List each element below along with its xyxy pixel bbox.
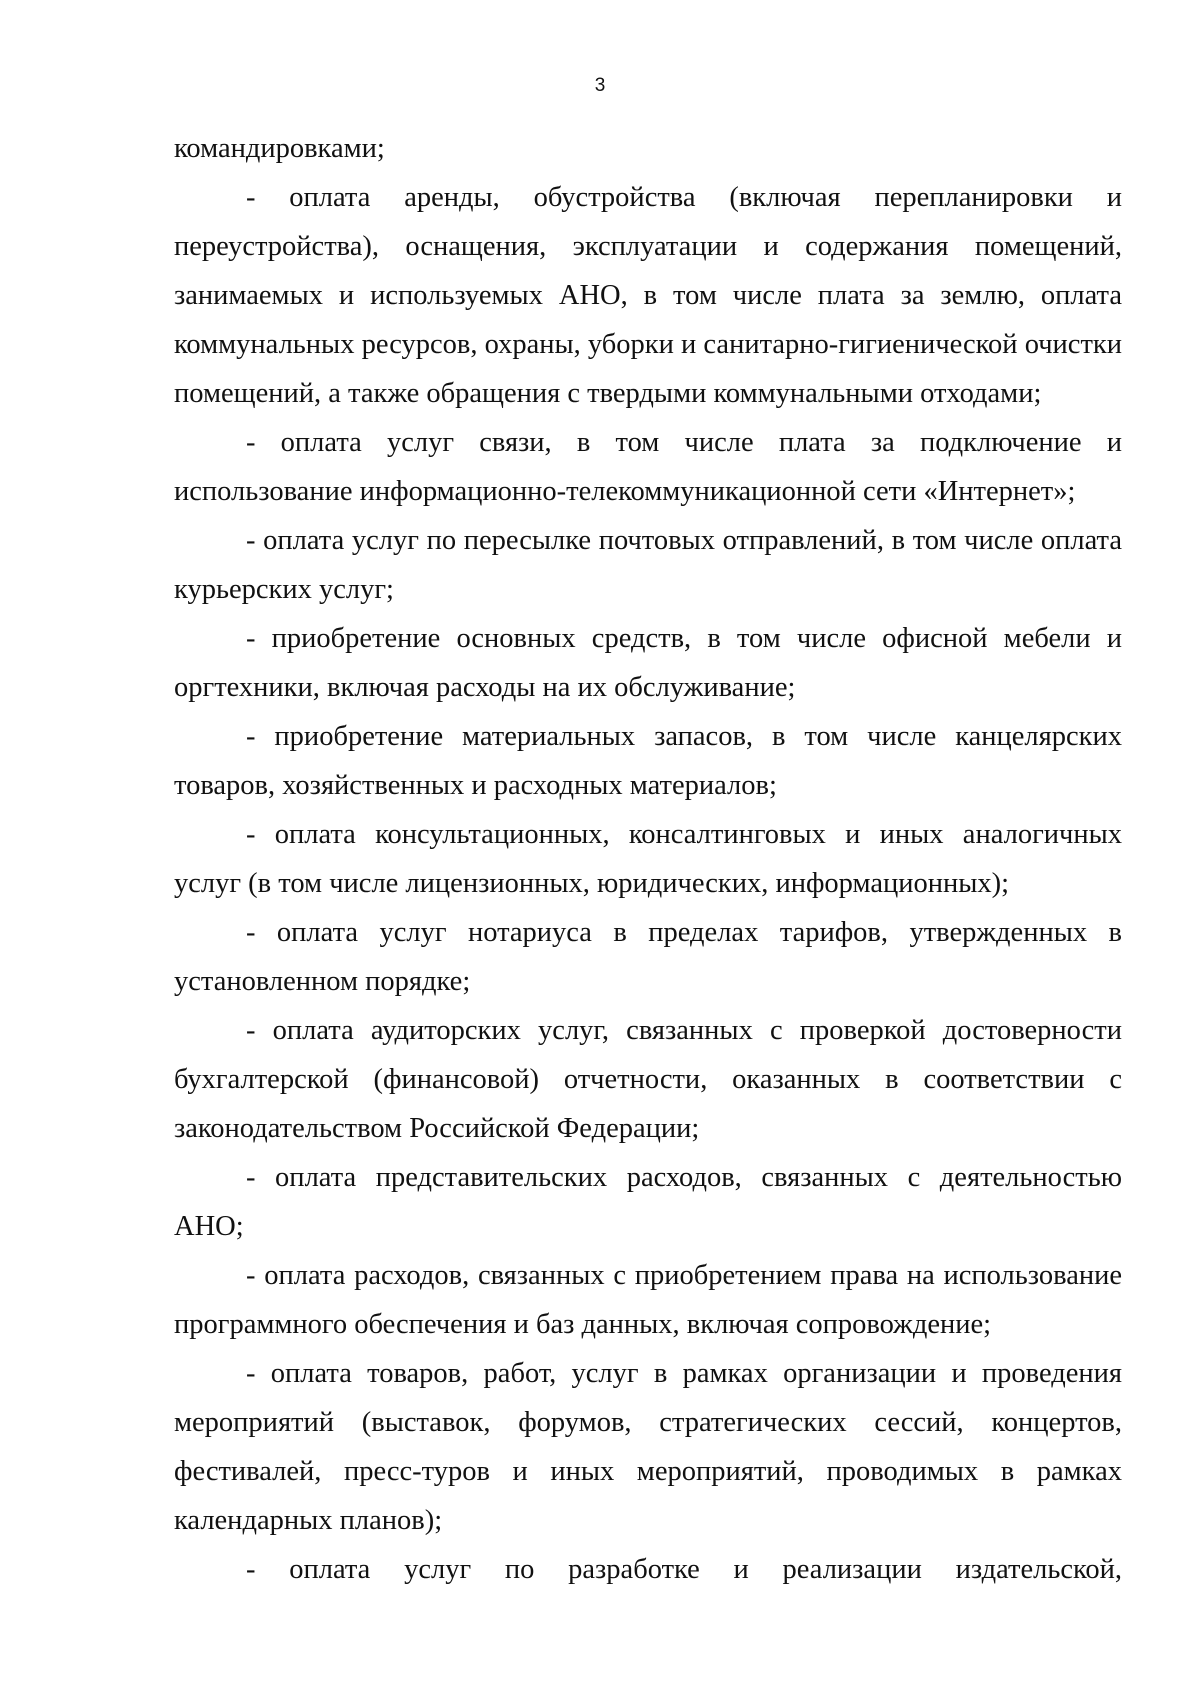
list-item-communication: - оплата услуг связи, в том числе плата за подключение и использование информационно-телекоммуникационной сети «Интернет»; bbox=[174, 427, 1122, 507]
page-number: 3 bbox=[594, 75, 606, 96]
list-item-consulting: - оплата консультационных, консалтинговых и иных аналогичных услуг (в том числе лицензионных, юридических, информационных); bbox=[174, 819, 1122, 899]
continuation-paragraph: командировками; bbox=[174, 133, 385, 164]
list-item-materials: - приобретение материальных запасов, в том числе канцелярских товаров, хозяйственных и расходных материалов; bbox=[174, 721, 1122, 801]
list-item-premises: - оплата аренды, обустройства (включая перепланировки и переустройства), оснащения, эксплуатации и содержания помещений, занимаемых и используемых АНО, в том числе плата за землю, оплата коммунальных ресурсов, охраны, уборки и санитарно-гигиенической очистки помещений, а также обращения с твердыми коммунальными отходами; bbox=[174, 182, 1122, 409]
list-item-audit: - оплата аудиторских услуг, связанных с проверкой достоверности бухгалтерской (финансовой) отчетности, оказанных в соответствии с законодательством Российской Федерации; bbox=[174, 1015, 1122, 1144]
list-item-publishing: - оплата услуг по разработке и реализации издательской, bbox=[246, 1554, 1122, 1585]
list-item-representation: - оплата представительских расходов, связанных с деятельностью АНО; bbox=[174, 1162, 1122, 1242]
list-item-notary: - оплата услуг нотариуса в пределах тарифов, утвержденных в установленном порядке; bbox=[174, 917, 1122, 997]
list-item-events: - оплата товаров, работ, услуг в рамках организации и проведения мероприятий (выставок, форумов, стратегических сессий, концертов, фестивалей, пресс-туров и иных мероприятий, проводимых в рамках календарных планов); bbox=[174, 1358, 1122, 1536]
document-body bbox=[174, 124, 1122, 1594]
list-item-software: - оплата расходов, связанных с приобретением права на использование программного обеспечения и баз данных, включая сопровождение; bbox=[174, 1260, 1122, 1340]
list-item-postal: - оплата услуг по пересылке почтовых отправлений, в том числе оплата курьерских услуг; bbox=[174, 525, 1122, 605]
list-item-fixed-assets: - приобретение основных средств, в том числе офисной мебели и оргтехники, включая расходы на их обслуживание; bbox=[174, 623, 1122, 703]
